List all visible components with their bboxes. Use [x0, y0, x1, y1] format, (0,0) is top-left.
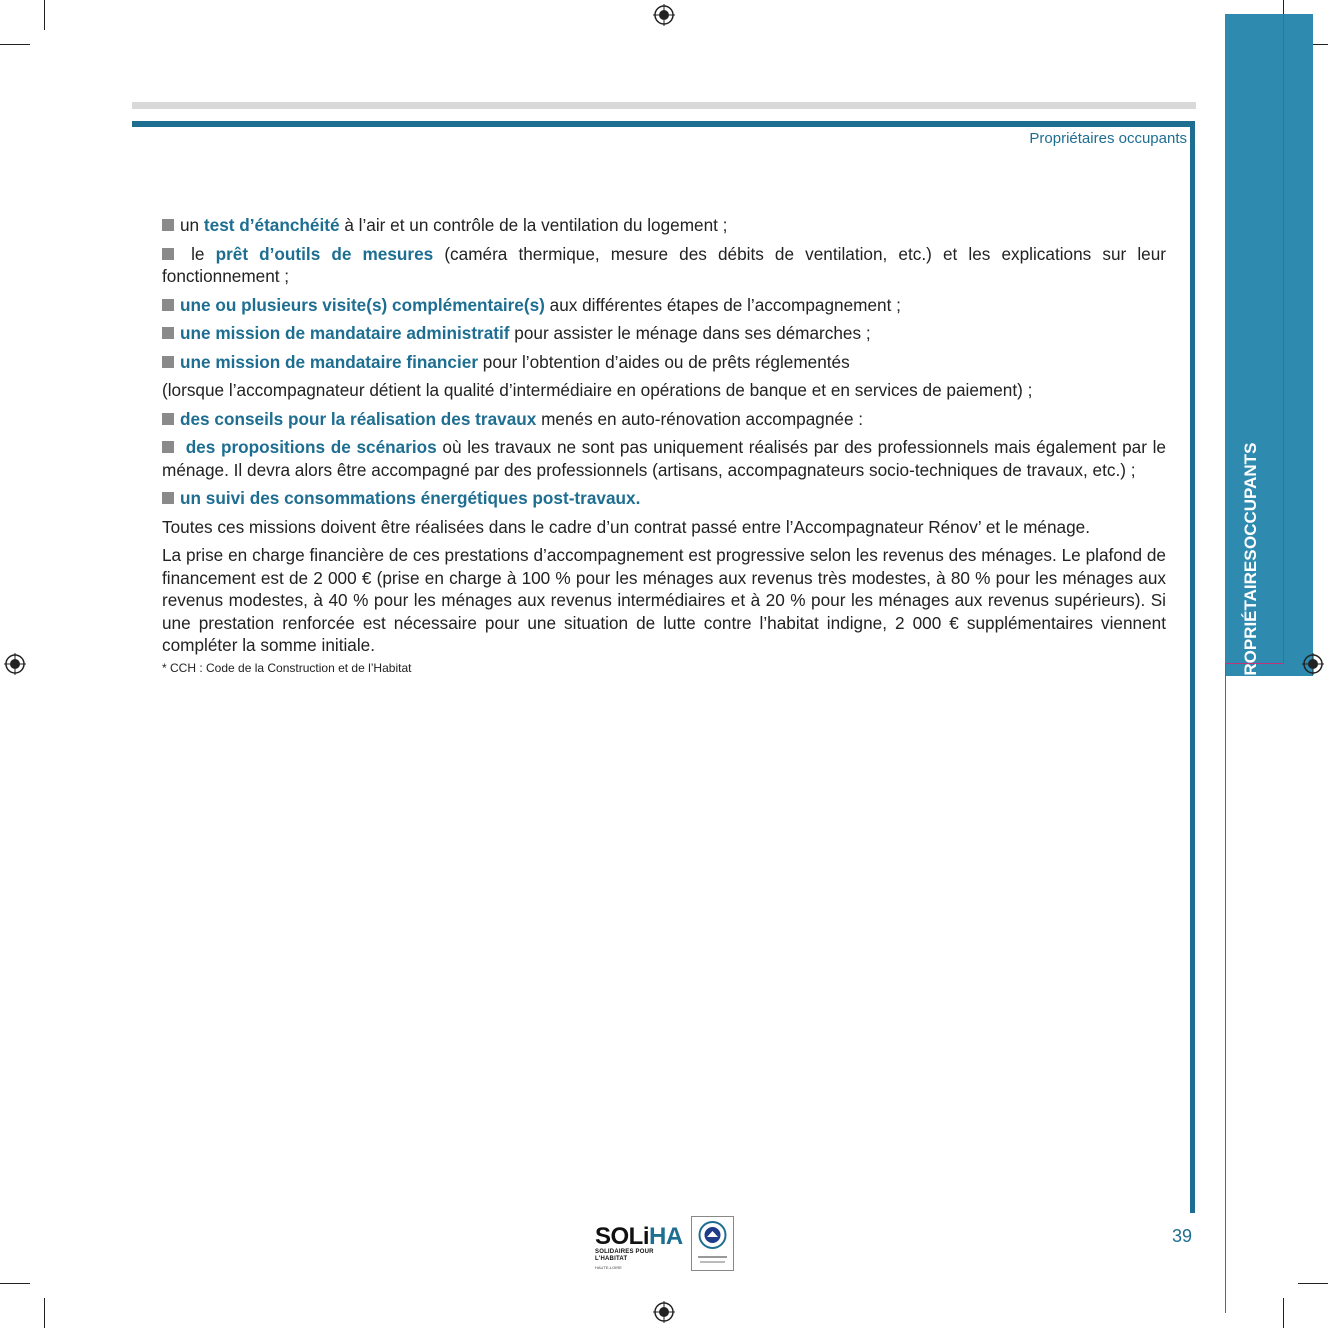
crop-mark: [0, 44, 30, 45]
paragraph: Toutes ces missions doivent être réalisées dans le cadre d’un contrat passé entre l’Accompagnateur Rénov’ et le ménage.: [162, 516, 1090, 537]
bullet-square-icon: [162, 413, 174, 425]
bullet-square-icon: [162, 248, 174, 260]
crop-mark: [0, 1283, 30, 1284]
certification-seal-icon: [692, 1217, 733, 1270]
registration-mark-icon: [653, 4, 675, 26]
header-rule-blue: [132, 121, 1194, 127]
registration-mark-icon: [653, 1301, 675, 1323]
list-item: le prêt d’outils de mesures (caméra thermique, mesure des débits de ventilation, etc.) et les explications sur leur fonctionnement ;: [162, 243, 1166, 286]
section-header-label: Propriétaires occupants: [1029, 130, 1187, 147]
list-item: une mission de mandataire financier pour l’obtention d’aides ou de prêts réglementés: [162, 351, 1166, 374]
header-rule-grey: [132, 102, 1196, 109]
paragraph: La prise en charge financière de ces prestations d’accompagnement est progressive selon les revenus des ménages. Le plafond de financement est de 2 000 € (prise en charge à 100 % pour les ménages aux revenus très modestes, à 80 % pour les ménages aux revenus modestes, à 40 % pour les ménages aux revenus intermédiaires et à 20 % pour les ménages aux revenus supérieurs). Si une prestation renforcée est nécessaire pour une situation de lutte contre l’habitat indigne, 2 000 € supplémentaires viennent compléter la somme initiale.: [162, 545, 1166, 655]
note-line: (lorsque l’accompagnateur détient la qualité d’intermédiaire en opérations de banque et en services de paiement) ;: [162, 380, 1033, 400]
list-item: des propositions de scénarios où les travaux ne sont pas uniquement réalisés par des professionnels mais également par le ménage. Il devra alors être accompagné par des professionnels (artisans, accompagnateurs socio-techniques de travaux, etc.) ;: [162, 437, 1166, 480]
registration-mark-icon: [1302, 653, 1324, 675]
bleed-line: [1225, 663, 1226, 1313]
footnote: * CCH : Code de la Construction et de l’Habitat: [162, 660, 412, 675]
crop-mark: [44, 0, 45, 30]
crop-mark: [1298, 1283, 1328, 1284]
crop-mark: [1283, 1298, 1284, 1328]
bullet-square-icon: [162, 327, 174, 339]
section-tab-label: PROPRIÉTAIRES OCCUPANTS: [1241, 442, 1260, 687]
bullet-square-icon: [162, 299, 174, 311]
bullet-square-icon: [162, 356, 174, 368]
soliha-logo: SOLiHA SOLIDAIRES POUR L'HABITAT HAUTE-LOIRE: [595, 1223, 683, 1270]
bullet-square-icon: [162, 219, 174, 231]
bullet-square-icon: [162, 492, 174, 504]
page-body: [162, 214, 1166, 675]
list-item: un suivi des consommations énergétiques post-travaux.: [162, 487, 1166, 510]
bleed-line: [1283, 14, 1284, 664]
list-item: un test d’étanchéité à l’air et un contrôle de la ventilation du logement ;: [162, 214, 1166, 237]
page-number: 39: [1172, 1226, 1193, 1246]
bullet-square-icon: [162, 441, 174, 453]
list-item: une ou plusieurs visite(s) complémentaire(s) aux différentes étapes de l’accompagnement ;: [162, 294, 1166, 317]
registration-mark-icon: [4, 653, 26, 675]
margin-rule: [1190, 121, 1195, 1213]
list-item: une mission de mandataire administratif pour assister le ménage dans ses démarches ;: [162, 322, 1166, 345]
certification-badge: [691, 1216, 734, 1271]
list-item: des conseils pour la réalisation des travaux menés en auto-rénovation accompagnée :: [162, 408, 1166, 431]
crop-mark: [44, 1298, 45, 1328]
